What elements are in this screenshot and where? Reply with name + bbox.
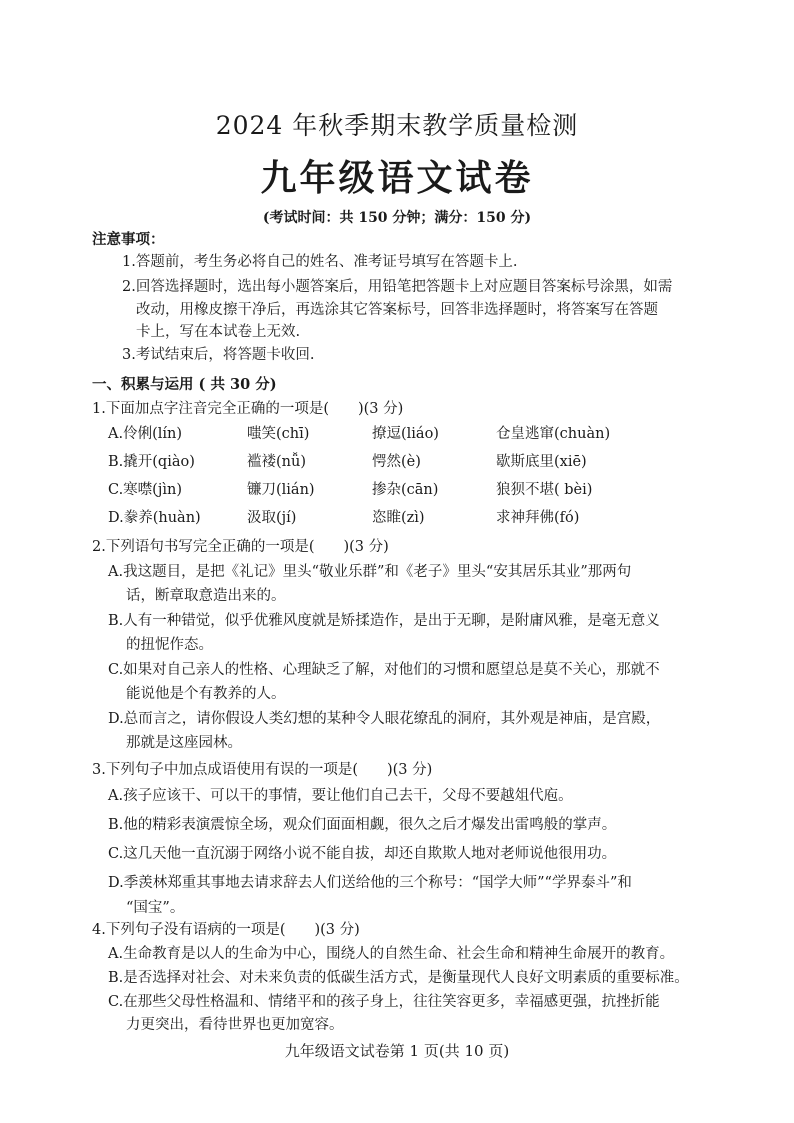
q1-option-b3: 愕然(è) bbox=[372, 454, 421, 470]
note-item: 3.考试结束后，将答题卡收回. bbox=[122, 347, 315, 363]
question-stem: 4.下列句子没有语病的一项是( )(3 分) bbox=[92, 922, 360, 938]
q2-option-line: 那就是这座园林。 bbox=[126, 735, 242, 751]
exam-subject-title: 九年级语文试卷 bbox=[260, 157, 534, 199]
exam-title: 2024 年秋季期末教学质量检测 bbox=[215, 111, 579, 140]
q1-option-c2: 镰刀(lián) bbox=[247, 482, 315, 498]
q4-option-line: B.是否选择对社会、对未来负责的低碳生活方式，是衡量现代人良好文明素质的重要标准。 bbox=[108, 970, 689, 986]
q1-option-c1: C.寒噤(jìn) bbox=[108, 482, 182, 498]
note-item: 卡上，写在本试卷上无效. bbox=[136, 324, 301, 340]
q3-option-line: A.孩子应该干、可以干的事情，要让他们自己去干，父母不要越俎代庖。 bbox=[108, 788, 573, 804]
q1-option-a4: 仓皇逃窜(chuàn) bbox=[496, 426, 611, 442]
q4-option-line: 力更突出，看待世界也更加宽容。 bbox=[126, 1017, 344, 1033]
q1-option-b4: 歇斯底里(xiē) bbox=[496, 454, 587, 470]
exam-info: (考试时间：共 150 分钟；满分：150 分) bbox=[262, 210, 532, 226]
q1-option-a1: A.伶俐(lín) bbox=[108, 426, 183, 442]
q1-option-b2: 褴褛(nǚ) bbox=[247, 454, 306, 470]
q4-option-line: C.在那些父母性格温和、情绪平和的孩子身上，往往笑容更多，幸福感更强，抗挫折能 bbox=[108, 994, 660, 1010]
q3-option-line: C.这几天他一直沉溺于网络小说不能自拔，却还自欺欺人地对老师说他很用功。 bbox=[108, 846, 617, 862]
q1-option-c4: 狼狈不堪( bèi) bbox=[496, 482, 593, 498]
q2-option-line: 话，断章取意造出来的。 bbox=[126, 588, 286, 604]
q1-option-b1: B.撬开(qiào) bbox=[108, 454, 195, 470]
question-stem: 1.下面加点字注音完全正确的一项是( )(3 分) bbox=[92, 401, 404, 417]
q2-option-line: 的扭怩作态。 bbox=[126, 637, 213, 653]
section-heading: 一、积累与运用 ( 共 30 分) bbox=[92, 376, 277, 393]
q1-option-c3: 掺杂(cān) bbox=[372, 482, 439, 498]
note-item: 改动，用橡皮擦干净后，再选涂其它答案标号，回答非选择题时，将答案写在答题 bbox=[136, 302, 658, 318]
q2-option-line: B.人有一种错觉，似乎优雅风度就是矫揉造作，是出于无聊，是附庸风雅，是毫无意义 bbox=[108, 613, 660, 629]
q1-option-a3: 撩逗(liáo) bbox=[372, 426, 439, 442]
note-item: 2.回答选择题时，选出每小题答案后，用铅笔把答题卡上对应题目答案标号涂黑，如需 bbox=[122, 279, 673, 295]
question-stem: 3.下列句子中加点成语使用有误的一项是( )(3 分) bbox=[92, 762, 433, 778]
q1-option-d4: 求神拜佛(fó) bbox=[496, 510, 580, 526]
page-footer: 九年级语文试卷第 1 页(共 10 页) bbox=[284, 1042, 510, 1060]
q1-option-d1: D.豢养(huàn) bbox=[108, 510, 201, 526]
q1-option-d2: 汲取(jí) bbox=[247, 510, 297, 526]
q2-option-line: 能说他是个有教养的人。 bbox=[126, 686, 286, 702]
notes-heading: 注意事项： bbox=[92, 231, 165, 248]
q2-option-line: D.总而言之，请你假设人类幻想的某种令人眼花缭乱的洞府，其外观是神庙，是宫殿， bbox=[108, 711, 661, 727]
q2-option-line: A.我这题目，是把《礼记》里头“敬业乐群”和《老子》里头“安其居乐其业”那两句 bbox=[108, 564, 632, 580]
q1-option-d3: 恣睢(zì) bbox=[372, 510, 425, 526]
q2-option-line: C.如果对自己亲人的性格、心理缺乏了解，对他们的习惯和愿望总是莫不关心，那就不 bbox=[108, 662, 660, 678]
question-stem: 2.下列语句书写完全正确的一项是( )(3 分) bbox=[92, 539, 389, 555]
q3-option-line: D.季羡林郑重其事地去请求辞去人们送给他的三个称号：“国学大师”“学界泰斗”和 bbox=[108, 875, 632, 891]
note-item: 1.答题前，考生务必将自己的姓名、准考证号填写在答题卡上. bbox=[122, 254, 518, 270]
q1-option-a2: 嗤笑(chī) bbox=[247, 426, 310, 442]
q3-option-line: B.他的精彩表演震惊全场，观众们面面相觑，很久之后才爆发出雷鸣般的掌声。 bbox=[108, 817, 617, 833]
q3-option-line: “国宝”。 bbox=[126, 900, 185, 916]
q4-option-line: A.生命教育是以人的生命为中心，围绕人的自然生命、社会生命和精神生命展开的教育。 bbox=[108, 946, 675, 962]
